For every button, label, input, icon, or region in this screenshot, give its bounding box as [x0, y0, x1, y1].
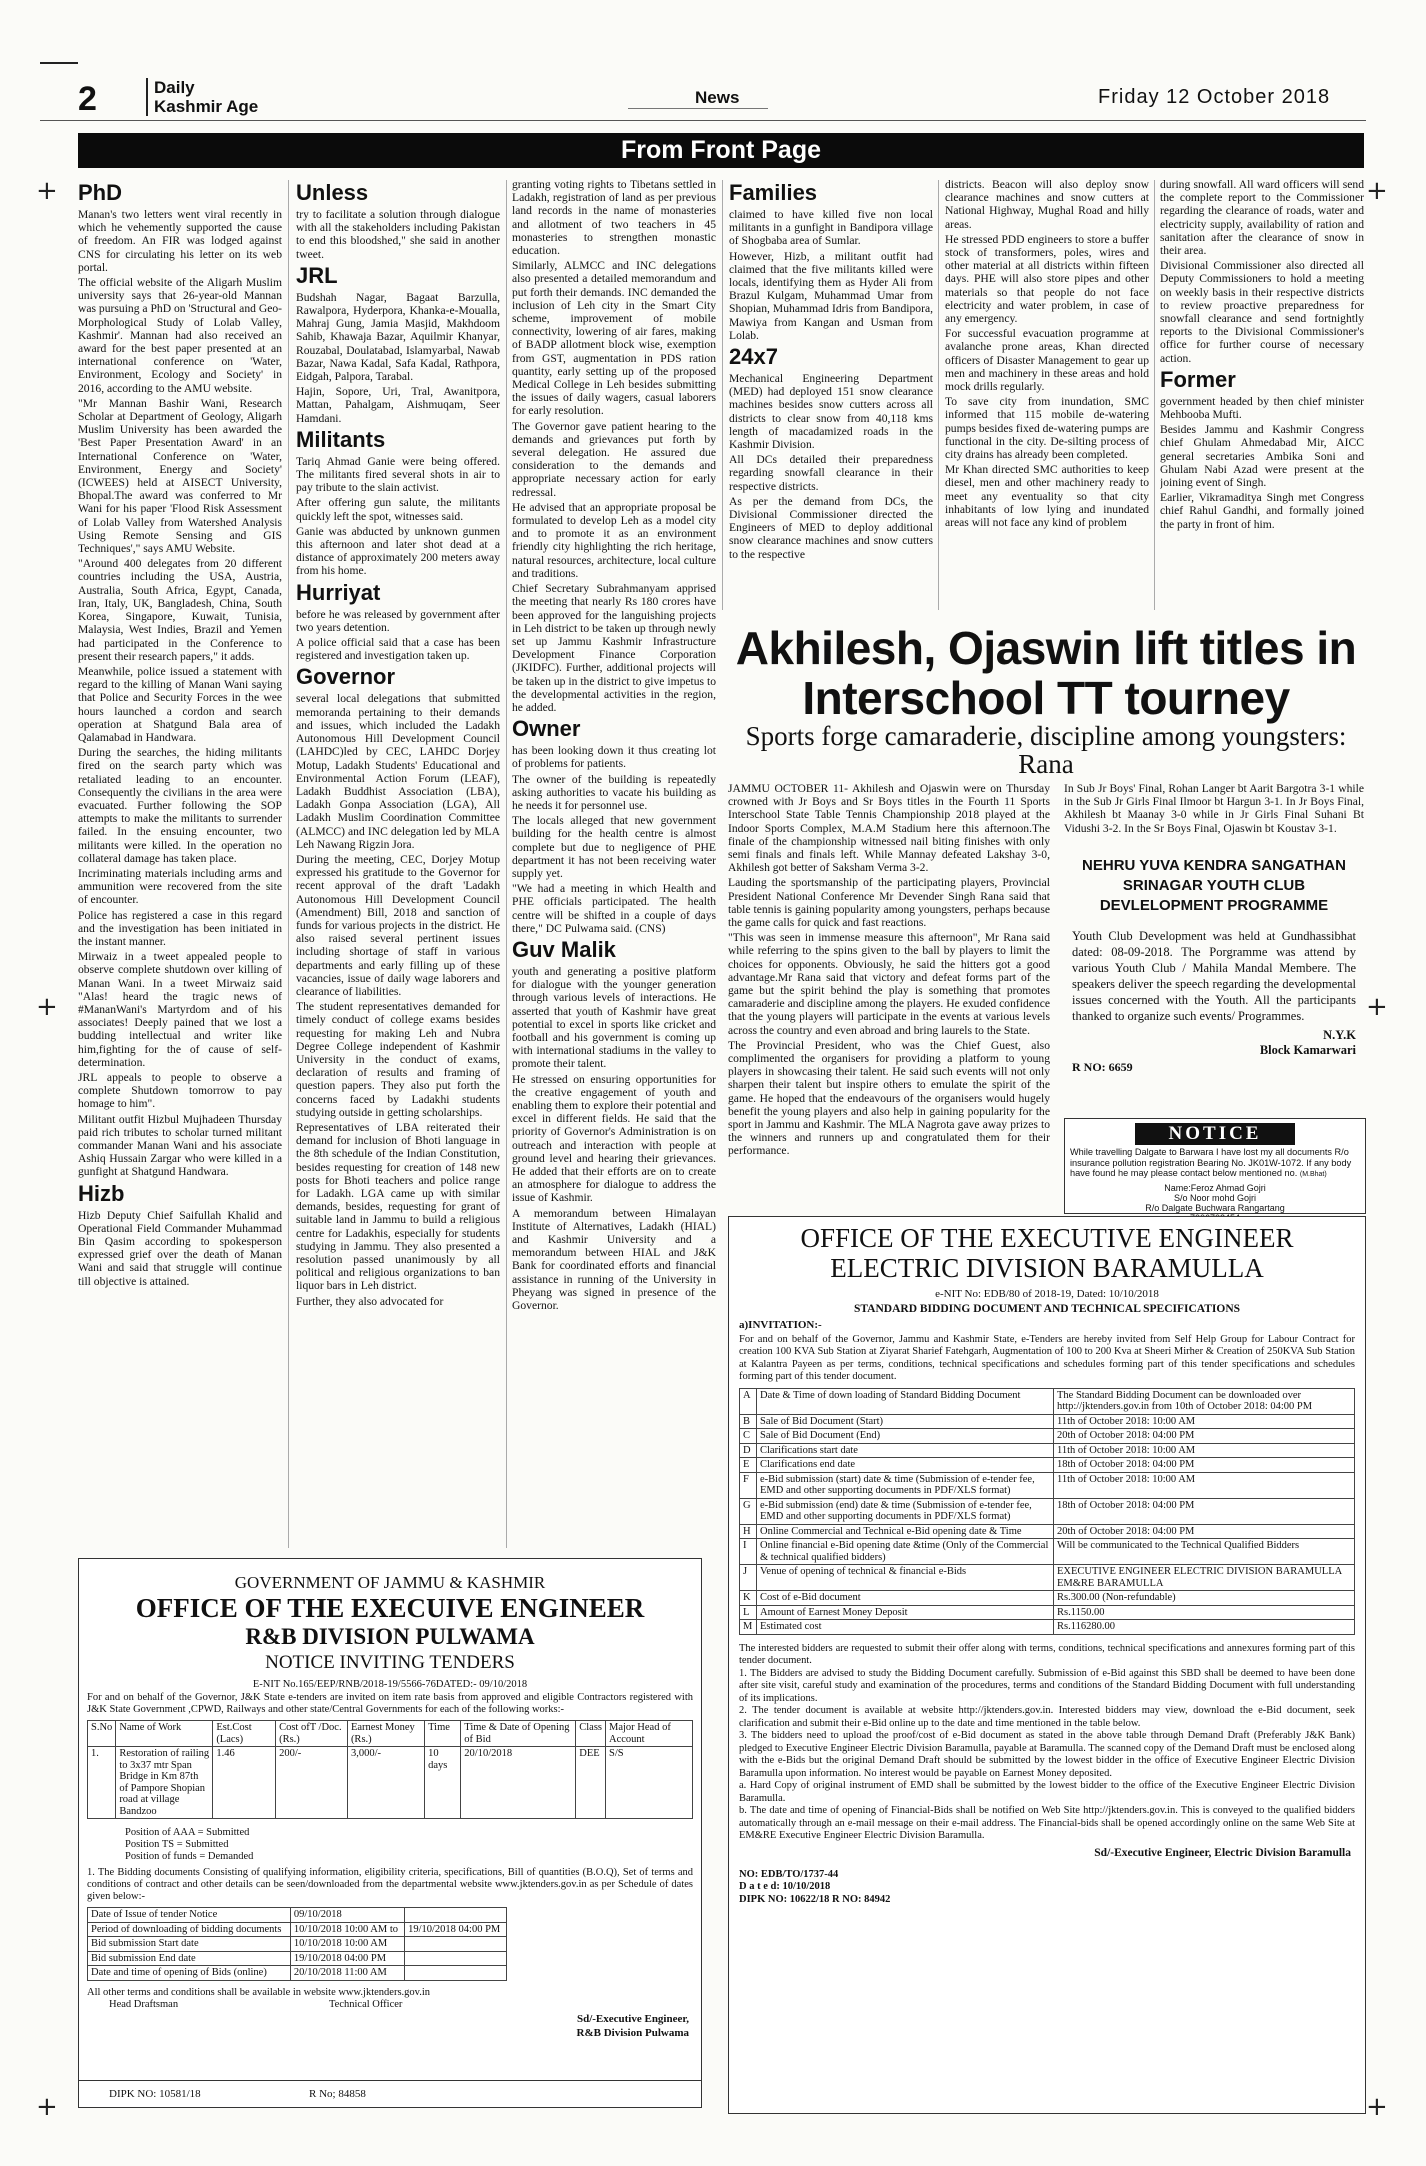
- article-column-5: [945, 178, 1149, 606]
- story-paragraph: All DCs detailed their preparedness regarding snowfall clearance in their respective districts.: [729, 453, 933, 493]
- nyk-signature2: Block Kamarwari: [1259, 1043, 1356, 1057]
- nyk-ref: R NO: 6659: [1072, 1060, 1133, 1074]
- front-page-banner: From Front Page: [78, 133, 1364, 168]
- table-header-cell: Time & Date of Opening of Bid: [461, 1721, 576, 1747]
- table-cell: 20th of October 2018: 04:00 PM: [1054, 1429, 1355, 1444]
- table-cell: Online Commercial and Technical e-Bid opening date & Time: [757, 1524, 1054, 1539]
- table-cell: Bid submission Start date: [88, 1937, 291, 1952]
- table-cell: Sale of Bid Document (Start): [757, 1414, 1054, 1429]
- tt-subhead: Sports forge camaraderie, discipline among youngsters: Rana: [745, 721, 1347, 779]
- table-cell: 19/10/2018 04:00 PM: [290, 1951, 404, 1966]
- table-cell: L: [740, 1605, 757, 1620]
- table-cell: Date of Issue of tender Notice: [88, 1908, 291, 1923]
- table-cell: Clarifications end date: [757, 1458, 1054, 1473]
- column-divider: [938, 180, 939, 610]
- story-paragraph: However, Hizb, a militant outfit had claimed that the five militants killed were locals, identifying them as Hyder Ali from Brazul Kulgam, Muhammad Umar from Shopian, Muhammad Idris from Bandipora, Mawiya from Kangan and Usman from Lolab.: [729, 249, 933, 342]
- story-paragraph: A police official said that a case has been registered and investigation taken up.: [296, 636, 500, 663]
- table-cell: 19/10/2018 04:00 PM: [405, 1922, 507, 1937]
- table-cell: Clarifications start date: [757, 1443, 1054, 1458]
- story-kicker: Owner: [512, 716, 581, 742]
- table-row: [740, 1429, 1355, 1444]
- rb-division: R&B DIVISION PULWAMA: [245, 1624, 535, 1649]
- table-cell: Will be communicated to the Technical Qualified Bidders: [1054, 1539, 1355, 1565]
- story-paragraph: The owner of the building is repeatedly asking authorities to vacate his building as he needs it for personnel use.: [512, 772, 716, 812]
- table-cell: e-Bid submission (end) date & time (Submission of e-tender fee, EMD and other supporting documents in PDF/XLS format): [757, 1498, 1054, 1524]
- table-cell: [405, 1966, 507, 1981]
- table-row: [740, 1498, 1355, 1524]
- notice-text: While travelling Dalgate to Barwara I have lost my all documents R/o insurance pollution registration Bearing No. JK01W-1072. If any body have found he may please contact below mentioned no.: [1070, 1147, 1352, 1178]
- rb-rno: R No; 84858: [309, 2088, 366, 2100]
- table-row: [88, 1966, 507, 1981]
- position-line: Position of AAA = Submitted: [125, 1827, 250, 1838]
- story-paragraph: The Governor gave patient hearing to the demands and grievances put forth by several delegation. He assured due consideration to the demands and appropriate necessary action for early redressal.: [512, 419, 716, 499]
- table-row: [88, 1951, 507, 1966]
- story-kicker: JRL: [296, 262, 338, 288]
- story-paragraph: Besides Jammu and Kashmir Congress chief Ghulam Ahmedabad Mir, AICC general secretaries Ambika Soni and Ghulam Nabi Azad were present at the joining event of Singh.: [1160, 423, 1364, 490]
- table-cell: Sale of Bid Document (End): [757, 1429, 1054, 1444]
- table-cell: 11th of October 2018: 10:00 AM: [1054, 1443, 1355, 1458]
- section-label: News: [695, 88, 740, 107]
- table-header-cell: S.No: [88, 1721, 116, 1747]
- story-paragraph: The official website of the Aligarh Muslim university says that 26-year-old Mannan was pursuing a PhD on 'Structural and Geo-Morphological Study of Lolab Valley, Kashmir'. Mannan had also received an award for the best paper presented at an international conference on 'Water, Environment, Ecology and Society' in 2016, according to the AMU website.: [78, 276, 282, 395]
- ed-inv-label: a)INVITATION:-: [739, 1319, 822, 1331]
- rb-intro: For and on behalf of the Governor, J&K State e-tenders are invited on item rate basis from approved and eligible Contractors registered with J&K State Government ,CPWD, Railways and other state/Central Governments for each of the following works:-: [87, 1692, 693, 1715]
- table-cell: [405, 1951, 507, 1966]
- table-cell: 200/-: [276, 1747, 348, 1819]
- story-paragraph: youth and generating a positive platform for dialogue with the younger generation through various levels of interactions. He asserted that youth of Kashmir have great potential to excel in sports like cricket and football and his government is coming up with international stadiums in the valley to promote their talent.: [512, 964, 716, 1071]
- table-cell: Bid submission End date: [88, 1951, 291, 1966]
- table-row: [740, 1605, 1355, 1620]
- nyk-body: Youth Club Development was held at Gundhassibhat dated: 08-09-2018. The Porgramme was attend by various Youth Club / Mahila Mandal Membere. The speakers deliver the speech regarding the developmental issues concerned with the Youth. All the participants thanked to organize such events/ Programmes.: [1072, 929, 1356, 1023]
- table-row: [740, 1565, 1355, 1591]
- story-paragraph: Lauding the sportsmanship of the participating players, Provincial President National Conference Mr Devender Singh Rana said that table tennis is gaining popularity among youngsters, perhaps because the game calls for quick and fast reactions.: [728, 876, 1050, 930]
- table-row: [740, 1414, 1355, 1429]
- table-cell: A: [740, 1388, 757, 1414]
- story-paragraph: Hizb Deputy Chief Saifullah Khalid and Operational Field Commander Muhammad Bin Qasim according to spokesperson expressed grief over the death of Manan Wani and said that struggle will continue till objective is attained.: [78, 1208, 282, 1288]
- rb-terms: 1. The Bidding documents Consisting of qualifying information, eligibility criteria, specifications, Bill of quantities (B.O.Q), Set of terms and conditions of contract and other details can be seen/downloaded from the departmental website www.jktenders.gov.in as per Schedule of dates given below:-: [87, 1867, 693, 1902]
- story-paragraph: The student representatives demanded for timely conduct of college exams besides requesting for making Leh and Nubra Degree College independent of Kashmir University in the conduct of exams, declaration of results and framing of question papers. They also put forth the concerns faced by Ladakhi students studying outside in getting scholarships.: [296, 1000, 500, 1119]
- table-row: [88, 1922, 507, 1937]
- table-row: [740, 1524, 1355, 1539]
- rb-sign-mid: Technical Officer: [329, 1998, 403, 2010]
- rb-signatures: [79, 1999, 701, 2045]
- table-cell: 10 days: [425, 1747, 461, 1819]
- table-cell: J: [740, 1565, 757, 1591]
- ed-para3: 3. The bidders need to upload the proof/cost of e-Bid document as stated in the above table through Demand Draft (Preferably J&K Bank) pledged to Executive Engineer Electric Division Baramulla, payable at Baramulla. The scanned copy of the Demand Draft must be enclosed along with the e-Bids but the original Demand Draft should be submitted by the lowest bidder in the office of Executive Engineer Electric Division Baramulla upon information. No interest would be payable on Earnest Money deposited.: [739, 1730, 1355, 1779]
- nyk-signature1: N.Y.K: [1323, 1028, 1356, 1042]
- notice-body: [1065, 1145, 1365, 1183]
- story-paragraph: Manan's two letters went viral recently in which he vehemently supported the cause of freedom. An FIR was lodged against CNS for circulating his letter on its web portal.: [78, 208, 282, 274]
- crop-mark-icon: +: [1366, 992, 1388, 1022]
- table-row: [740, 1539, 1355, 1565]
- table-cell: M: [740, 1620, 757, 1635]
- story-paragraph: Meanwhile, police issued a statement with regard to the killing of Manan Wani saying that Police and Security Forces in the wee hours launched a cordon and search operation at Shatgund Bala area of Qalamabad in Handwara.: [78, 664, 282, 744]
- table-row: [740, 1591, 1355, 1606]
- story-paragraph: JRL appeals to people to observe a complete Shutdown tomorrow to pay homage to him".: [78, 1071, 282, 1111]
- header-rule: [40, 62, 78, 64]
- story-paragraph: He advised that an appropriate proposal be formulated to develop Leh as a model city and to promote it as an environment friendly city highlighting the rich heritage, natural resources, architecture, local culture and traditions.: [512, 500, 716, 580]
- story-paragraph: In Sub Jr Boys' Final, Rohan Langer bt Aarit Bargotra 3-1 while in the Sub Jr Girls Final Ilmoor bt Hargun 3-1. In Jr Boys Final, Akhilesh bt Maanay 3-0 while in Jr Girls Final Suhani Bt Vidushi 3-2. In the Sr Boys Final, Ojaswin bt Koustav 3-1.: [1064, 782, 1364, 835]
- table-cell: F: [740, 1472, 757, 1498]
- table-row: [88, 1908, 507, 1923]
- story-paragraph: during snowfall. All ward officers will send the complete report to the Commissioner regarding the clearance of roads, water and electricity supply, availability of ration and sanitation after the clearance of snow in their area.: [1160, 178, 1364, 258]
- story-paragraph: Mechanical Engineering Department (MED) had deployed 151 snow clearance machines besides snow cutters across all districts to clear snow from 40,118 kms length of macadamized roads in the Kashmir Division.: [729, 372, 933, 452]
- table-cell: 1.46: [213, 1747, 276, 1819]
- story-paragraph: Tariq Ahmad Ganie were being offered. The militants fired several shots in air to pay tribute to the slain activist.: [296, 454, 500, 495]
- story-paragraph: For successful evacuation programme at avalanche prone areas, Khan directed officers of Disaster Management to gear up men and machinery in these areas and hold mock drills regularly.: [945, 327, 1149, 394]
- table-cell: Date & Time of down loading of Standard Bidding Document: [757, 1388, 1054, 1414]
- rb-notice: NOTICE INVITING TENDERS: [265, 1652, 515, 1673]
- table-cell: Estimated cost: [757, 1620, 1054, 1635]
- table-cell: 11th of October 2018: 10:00 AM: [1054, 1414, 1355, 1429]
- notice-address: R/o Dalgate Buchwara Rangartang: [1145, 1202, 1285, 1213]
- crop-mark-icon: +: [1366, 2092, 1388, 2122]
- story-paragraph: Similarly, ALMCC and INC delegations also presented a detailed memorandum and put forth their demands. INC demanded the inclusion of Leh city in the Smart City scheme, improvement of mobile connectivity, lowering of air fares, making of BADP allotment block wise, exemption from GST, augmentation in PDS ration quantity, early setting up of the proposed Medical College in Leh besides submitting the issues of daily wagers, casual laborers for early resolution.: [512, 259, 716, 418]
- story-paragraph: granting voting rights to Tibetans settled in Ladakh, registration of land as per previous land records in the name of monasteries and allotment of two teachers in 45 monasteries to strengthen monastic education.: [512, 178, 716, 258]
- table-row: [740, 1443, 1355, 1458]
- position-line: Position TS = Submitted: [125, 1839, 229, 1850]
- ed-enit: e-NIT No: EDB/80 of 2018-19, Dated: 10/10/2018: [935, 1288, 1159, 1300]
- story-paragraph: A memorandum between Himalayan Institute of Alternatives, Ladakh (HIAL) and Kashmir University and a memorandum between HIAL and J&K Bank for coordinated efforts and financial assistance in running of the University in Pheyang was signed in presence of the Governor.: [512, 1206, 716, 1313]
- story-paragraph: Chief Secretary Subrahmanyam apprised the meeting that nearly Rs 180 crores have been approved for the languishing projects in Leh district to be taken up through newly set up Jammu Kashmir Infrastructure Development Finance Corporation (JKIDFC). Further, additional projects will be taken up in the district to give impetus to the developmental activities in the region, he added.: [512, 582, 716, 714]
- ed-dipk: DIPK NO: 10622/18 R NO: 84942: [739, 1893, 891, 1905]
- rb-schedule-table: [87, 1907, 507, 1981]
- table-header-cell: Cost ofT /Doc.(Rs.): [276, 1721, 348, 1747]
- table-cell: 18th of October 2018: 04:00 PM: [1054, 1498, 1355, 1524]
- crop-mark-icon: +: [1366, 176, 1388, 206]
- ed-schedule-table: [739, 1388, 1355, 1635]
- table-cell: B: [740, 1414, 757, 1429]
- table-header-cell: Time: [425, 1721, 461, 1747]
- rb-tender-advertisement: [78, 1558, 702, 2108]
- table-cell: 3,000/-: [347, 1747, 424, 1819]
- table-cell: EXECUTIVE ENGINEER ELECTRIC DIVISION BARAMULLA EM&RE BARAMULLA: [1054, 1565, 1355, 1591]
- story-kicker: Governor: [296, 664, 396, 690]
- article-column-6: [1160, 178, 1364, 606]
- rb-sign-right1: Sd/-Executive Engineer,: [576, 2012, 689, 2025]
- story-paragraph: During the searches, the hiding militants fired on the search party which was retaliated leading to an encounter. Consequently the civilians in the area were evacuated. Further following the SOP attempts to make the militants to surrender failed. In the ensuing encounter, two militants were killed. In the operation no collateral damage has taken place.: [78, 746, 282, 865]
- ed-para1: 1. The Bidders are advised to study the Bidding Document carefully. Submission of e-Bid against this SBD shall be deemed to have been done after site visit, careful study and examination of the procedures, terms and conditions of the Standard Bidding Document with full understanding of its implications.: [739, 1667, 1355, 1704]
- story-paragraph: He stressed on ensuring opportunities for the creative engagement of youth and enabling them to explore their potential and excel in different fields. He said that the priority of Governor's Administration is on outreach and interaction with people at ground level and hearing their grievances. He added that their efforts are on to create an atmosphere for dialogue to address the issue of Kashmir.: [512, 1072, 716, 1205]
- crop-mark-icon: +: [36, 992, 58, 1022]
- table-cell: 10/10/2018 10:00 AM: [290, 1937, 404, 1952]
- table-header-cell: Est.Cost (Lacs): [213, 1721, 276, 1747]
- ed-para-b: b. The date and time of opening of Financial-Bids shall be notified on Web Site http://jktenders.gov.in. This is conveyed to the qualified bidders automatically through an e-mail message on their e-mail address. The Financial-bids shall be opened accordingly online on the same Web Site at EM&RE Executive Engineer Electric Division Baramulla.: [739, 1805, 1355, 1841]
- table-cell: Rs.1150.00: [1054, 1605, 1355, 1620]
- page-number: 2: [78, 80, 97, 118]
- ed-sign: Sd/-Executive Engineer, Electric Division Baramulla: [1094, 1846, 1351, 1859]
- table-cell: Restoration of railing to 3x37 mtr Span Bridge in Km 87th of Pampore Shopian road at village Bandzoo: [116, 1747, 213, 1819]
- paper-name-line1: Daily: [154, 78, 195, 97]
- ed-para2: 2. The tender document is available at website http://jktenders.gov.in. Interested bidders may view, download the e-Bid document, seek clarification and submit their e-Bid online up to the date and time mentioned in the table below.: [739, 1705, 1355, 1729]
- rb-sign-right2: R&B Division Pulwama: [576, 2026, 689, 2039]
- tt-headline: Akhilesh, Ojaswin lift titles in Interschool TT tourney: [735, 622, 1357, 724]
- header-underline: [40, 120, 1366, 121]
- ed-office: OFFICE OF THE EXECUTIVE ENGINEER: [800, 1223, 1294, 1253]
- table-cell: Amount of Earnest Money Deposit: [757, 1605, 1054, 1620]
- column-divider: [1154, 180, 1155, 610]
- story-paragraph: Mirwaiz in a tweet appealed people to observe complete shutdown over killing of Manan Wani. In a tweet Mirwaiz said "Alas! heard the tragic news of #MananWani's Martyrdom and of his associates! Deeply pained that we lost a budding intellectual and writer like him,fighting for the of cause of self-determination.: [78, 950, 282, 1069]
- article-column-4: [729, 178, 933, 606]
- table-cell: 09/10/2018: [290, 1908, 404, 1923]
- table-cell: [405, 1937, 507, 1952]
- table-cell: K: [740, 1591, 757, 1606]
- nyk-title: NEHRU YUVA KENDRA SANGATHAN SRINAGAR YOUTH CLUB DEVLELOPMENT PROGRAMME: [1082, 857, 1346, 914]
- rb-works-table: [87, 1720, 693, 1819]
- story-paragraph: Representatives of LBA reiterated their demand for inclusion of Bhoti language in the 8th schedule of the Indian Constitution, besides requesting for creation of 148 new posts for Bhoti teachers and police range for Ladakh. LGA came up with similar demands, besides, requesting for grant of suitable land in Jammu to build a religious centre for Ladakhis, especially for students studying in Jammu. They also presented a resolution passed unanimously by all political and religious organizations to ban liquor bars in Leh district.: [296, 1120, 500, 1293]
- story-paragraph: After offering gun salute, the militants quickly left the spot, witnesses said.: [296, 496, 500, 523]
- table-header-cell: Earnest Money (Rs.): [347, 1721, 424, 1747]
- story-paragraph: several local delegations that submitted memoranda pertaining to their demands and issues, which included the Ladakh Autonomous Hill Development Council (LAHDC)led by CEC, LAHDC Dorjey Motup, Ladakh Students' Educational and Environmental Action Forum (LEAF), Ladakh Buddhist Association (LBA), Ladakh Gonpa Association (LGA), All Ladakh Muslim Coordination Committee (ALMCC) and INC delegation led by MLA Leh Nawang Rigzin Jora.: [296, 692, 500, 851]
- rb-enit: E-NIT No.165/EEP/RNB/2018-19/5566-76DATED:- 09/10/2018: [252, 1679, 528, 1690]
- notice-father: S/o Noor mohd Gojri: [1173, 1192, 1257, 1203]
- paper-name-line2: Kashmir Age: [154, 97, 259, 116]
- ed-no: NO: EDB/TO/1737-44: [739, 1868, 839, 1880]
- story-paragraph: Police has registered a case in this regard and the investigation has been initiated in the instant manner.: [78, 908, 282, 948]
- table-row: [740, 1388, 1355, 1414]
- table-cell: Cost of e-Bid document: [757, 1591, 1054, 1606]
- table-cell: D: [740, 1443, 757, 1458]
- story-paragraph: JAMMU OCTOBER 11- Akhilesh and Ojaswin were on Thursday crowned with Jr Boys and Sr Boys titles in the Fourth 11 Sports Interschool State Table Tennis Championship 2018 played at the Indoor Sports Complex, M.A.M Stadium here this afternoon.The finale of the championship witnessed nail biting finishes with only semi finals and finals left. While Mannay defeated Lakshay 3-0, Akhilesh got better of Saksham Verma 3-2.: [728, 782, 1050, 875]
- story-kicker: 24x7: [729, 344, 778, 370]
- story-paragraph: Mr Khan directed SMC authorities to keep diesel, men and other machinery ready to meet any eventuality so that city inhabitants of low lying and inundated areas will not face any kind of problem: [945, 463, 1149, 530]
- story-paragraph: Hajin, Sopore, Uri, Tral, Awanitpora, Mattan, Pahalgam, Aishmuqam, Seer Hamdani.: [296, 385, 500, 425]
- rb-dipk: DIPK NO: 10581/18: [109, 2088, 201, 2100]
- story-kicker: PhD: [78, 180, 122, 205]
- table-cell: Rs.116280.00: [1054, 1620, 1355, 1635]
- story-paragraph: try to facilitate a solution through dialogue with all the stakeholders including Pakistan to end this bloodshed," she said in another tweet.: [296, 208, 500, 261]
- ed-subtitle: STANDARD BIDDING DOCUMENT AND TECHNICAL SPECIFICATIONS: [853, 1303, 1241, 1315]
- rb-positions: [79, 1821, 701, 1865]
- story-paragraph: He stressed PDD engineers to store a buffer stock of transformers, poles, wires and other material at all districts within fifteen days. PHE will also store pipes and other materials so that people do not face electricity and water problem, in case of any emergency.: [945, 232, 1149, 326]
- table-cell: 18th of October 2018: 04:00 PM: [1054, 1458, 1355, 1473]
- story-paragraph: Budshah Nagar, Bagaat Barzulla, Rawalpora, Hyderpora, Khanka-e-Moualla, Mahraj Gung, Jamia Masjid, Makhdoom Sahib, Khawaja Bazar, Aquilmir Khanyar, Rouzabal, Doulatabad, Islamyarbal, Nawab Bazar, Nawa Kadal, Safa Kadal, Rathpora, Eidgah, Palpora, Tarabal.: [296, 290, 500, 384]
- paper-logo: [146, 78, 258, 116]
- story-paragraph: As per the demand from DCs, the Divisional Commissioner directed the Engineers of MED to deploy additional snow clearance machines and snow cutters to the respective: [729, 494, 933, 561]
- table-cell: H: [740, 1524, 757, 1539]
- story-paragraph: Ganie was abducted by unknown gunmen this afternoon and later shot dead at a distance of approximately 200 meters away from his home.: [296, 524, 500, 578]
- table-cell: DEE: [576, 1747, 606, 1819]
- story-paragraph: Earlier, Vikramaditya Singh met Congress chief Rahul Gandhi, and formally joined the party in front of him.: [1160, 491, 1364, 531]
- crop-mark-icon: +: [36, 176, 58, 206]
- story-paragraph: Further, they also advocated for: [296, 1294, 444, 1308]
- table-cell: Rs.300.00 (Non-refundable): [1054, 1591, 1355, 1606]
- ed-dated: D a t e d: 10/10/2018: [739, 1881, 831, 1892]
- story-paragraph: claimed to have killed five non local militants in a gunfight in Bandipora village of Shogbaba area of Sumlar.: [729, 208, 933, 248]
- ed-division: ELECTRIC DIVISION BARAMULLA: [830, 1253, 1264, 1283]
- table-cell: S/S: [606, 1747, 693, 1819]
- story-paragraph: Incriminating materials including arms and ammunition were recovered from the site of encounter.: [78, 866, 282, 907]
- date-line: Friday 12 October 2018: [1098, 86, 1331, 108]
- story-paragraph: Divisional Commissioner also directed all Deputy Commissioners to hold a meeting on weekly basis in their respective districts to review proactive preparedness for snowfall clearance and send fortnightly reports to the Divisional Commissioner's office for further course of necessary action.: [1160, 259, 1364, 365]
- story-kicker: Families: [729, 180, 818, 205]
- notice-name: Name:Feroz Ahmad Gojri: [1164, 1182, 1266, 1193]
- notice-advertisement: [1064, 1118, 1366, 1214]
- table-row: [88, 1747, 693, 1819]
- story-kicker: Unless: [296, 180, 369, 205]
- table-cell: 20/10/2018: [461, 1747, 576, 1819]
- story-kicker: Hizb: [78, 1180, 125, 1206]
- story-paragraph: "Around 400 delegates from 20 different countries including the USA, Austria, Australia, South Africa, Egypt, Canada, Iran, Italy, UK, Bangladesh, China, South Korea, Singapore, Kuwait, Tunisia, Malaysia, West Indies, Brazil and Yemen had participated in the Conference to present their research papers," it adds.: [78, 557, 282, 663]
- article-column-1: [78, 178, 282, 1550]
- section-rule: [628, 108, 768, 109]
- story-kicker: Hurriyat: [296, 579, 381, 605]
- table-row: [740, 1472, 1355, 1498]
- table-header-cell: Name of Work: [116, 1721, 213, 1747]
- rb-footer: All other terms and conditions shall be available in website www.jktenders.gov.in: [87, 1986, 431, 1998]
- position-line: Position of funds = Demanded: [125, 1851, 254, 1862]
- table-cell: e-Bid submission (start) date & time (Submission of e-tender fee, EMD and other supporting documents in PDF/XLS format): [757, 1472, 1054, 1498]
- story-paragraph: To save city from inundation, SMC informed that 115 mobile de-watering pumps besides fixed de-watering pumps are functional in the city. De-silting process of city drains has already been completed.: [945, 395, 1149, 462]
- table-cell: The Standard Bidding Document can be downloaded over http://jktenders.gov.in from 10th of October 2018: 04:00 PM: [1054, 1388, 1355, 1414]
- ed-para-intro: The interested bidders are requested to submit their offer along with terms, conditions, technical specifications and annexures forming part of this tender document.: [739, 1642, 1355, 1666]
- article-column-2: [296, 178, 500, 1550]
- table-header-cell: Class: [576, 1721, 606, 1747]
- table-cell: C: [740, 1429, 757, 1444]
- story-paragraph: Militant outfit Hizbul Mujhadeen Thursday paid rich tributes to scholar turned militant commander Manan Wani and his associate Ashiq Hussain Zargar who were killed in a gunfight at Shatgund Handwara.: [78, 1112, 282, 1179]
- table-cell: E: [740, 1458, 757, 1473]
- rb-gov: GOVERNMENT OF JAMMU & KASHMIR: [234, 1573, 546, 1592]
- rb-office: OFFICE OF THE EXECUIVE ENGINEER: [135, 1593, 645, 1623]
- rb-sign-left: Head Draftsman: [109, 1998, 179, 2010]
- table-cell: Online financial e-Bid opening date &time (Only of the Commercial & technical qualified bidders): [757, 1539, 1054, 1565]
- story-paragraph: "This was seen in immense measure this afternoon", Mr Rana said while referring to the spins given to the ball by players to limit the choices for opponents. Obviously, he said the hitters got a good advantage.Mr Rana said that victory and defeat forms part of the game but the spirit behind the play is something that promotes camaraderie and discipline among the players. He exuded confidence that the young players will participate in the events at various levels across the country and even abroad and bring laurels to the State.: [728, 931, 1050, 1037]
- story-kicker: Militants: [296, 426, 386, 452]
- column-divider: [506, 180, 507, 1548]
- article-column-3: [512, 178, 716, 1550]
- table-row: [88, 1937, 507, 1952]
- tt-story-column-a: [728, 782, 1050, 1202]
- table-cell: Period of downloading of bidding documents: [88, 1922, 291, 1937]
- crop-mark-icon: +: [36, 2092, 58, 2122]
- story-paragraph: government headed by then chief minister Mehbooba Mufti.: [1160, 394, 1364, 422]
- table-header-cell: Major Head of Account: [606, 1721, 693, 1747]
- story-paragraph: before he was released by government after two years detention.: [296, 607, 500, 634]
- notice-tag: (M.Bhat): [1299, 1171, 1327, 1178]
- story-paragraph: The Provincial President, who was the Chief Guest, also complimented the organisers for providing a platform to young players in showcasing their talent. He said such events will not only sharpen their talent but inspire others to emulate the spirit of the game. He hoped that the endeavours of the organisers would hugely benefit the young players and also help in gaining popularity for the sport in Jammu and Kashmir. The MLA Nagrota gave away prizes to the winners and runners up and congratulated them for their performance.: [728, 1038, 1050, 1158]
- table-cell: 1.: [88, 1747, 116, 1819]
- table-cell: 10/10/2018 10:00 AM to: [290, 1922, 404, 1937]
- tt-story-column-b: [1064, 782, 1364, 842]
- ed-tender-advertisement: [728, 1216, 1366, 2114]
- table-header-row: [88, 1721, 693, 1747]
- table-cell: 20th of October 2018: 04:00 PM: [1054, 1524, 1355, 1539]
- story-paragraph: has been looking down it thus creating lot of problems for patients.: [512, 744, 716, 771]
- table-row: [740, 1458, 1355, 1473]
- story-kicker: Former: [1160, 366, 1236, 392]
- table-cell: G: [740, 1498, 757, 1524]
- table-cell: Venue of opening of technical & financial e-Bids: [757, 1565, 1054, 1591]
- story-paragraph: "We had a meeting in which Health and PHE officials participated. The health centre will be shifted in a couple of days there," DC Pulwama said. (CNS): [512, 882, 716, 935]
- story-paragraph: "Mr Mannan Bashir Wani, Research Scholar at Department of Geology, Aligarh Muslim University has been awarded the 'Best Paper Presentation Award' in an International Conference on 'Water, Environment, Energy and Society' (ICWEES) held at AISECT University, Bhopal.The award was conferred to Mr Wani for his paper 'Flood Risk Assessment of Lolab Valley from Watershed Analysis Using Remote Sensing and GIS Techniques'," says AMU Website.: [78, 396, 282, 556]
- story-paragraph: districts. Beacon will also deploy snow clearance machines and snow cutters at National Highway, Mughal Road and hilly areas.: [945, 178, 1149, 231]
- column-divider: [288, 180, 289, 1548]
- rb-dipk-bar: [79, 2080, 701, 2107]
- table-cell: [405, 1908, 507, 1923]
- table-cell: 20/10/2018 11:00 AM: [290, 1966, 404, 1981]
- ed-inv-text: For and on behalf of the Governor, Jammu and Kashmir State, e-Tenders are hereby invited from Self Help Group for Labour Contract for creation 100 KVA Sub Station at Ziyarat Sharief Fatehgarh, Augmentation of 100 to 200 Kva at Sheeri Mirher & Creation of 250KVA Sub Station at Kalantra Payeen as per terms, conditions, technical specifications and schedules forming part of this tender specifications and schedules forming part of this tender document.: [739, 1333, 1355, 1382]
- ed-para-a: a. Hard Copy of original instrument of EMD shall be submitted by the lowest bidder to the office of the Executive Engineer Electric Division Baramulla.: [739, 1780, 1355, 1804]
- story-paragraph: During the meeting, CEC, Dorjey Motup expressed his gratitude to the Governor for recent approval of the draft 'Ladakh Autonomous Hill Development Council (Amendment) Bill, 2018 and sanction of funds for various projects in the district. He also raised several pertinent issues including shortage of staff in various departments and early filling up of these vacancies, issue of daily wage laborers and clearance of liabilities.: [296, 852, 500, 998]
- table-cell: 11th of October 2018: 10:00 AM: [1054, 1472, 1355, 1498]
- column-divider: [722, 180, 723, 610]
- story-kicker: Guv Malik: [512, 936, 616, 962]
- table-row: [740, 1620, 1355, 1635]
- table-cell: I: [740, 1539, 757, 1565]
- table-cell: Date and time of opening of Bids (online): [88, 1966, 291, 1981]
- notice-title: NOTICE: [1135, 1123, 1295, 1145]
- story-paragraph: The locals alleged that new government building for the health centre is almost complete but due to negligence of PHE department it has not been receiving water supply yet.: [512, 814, 716, 880]
